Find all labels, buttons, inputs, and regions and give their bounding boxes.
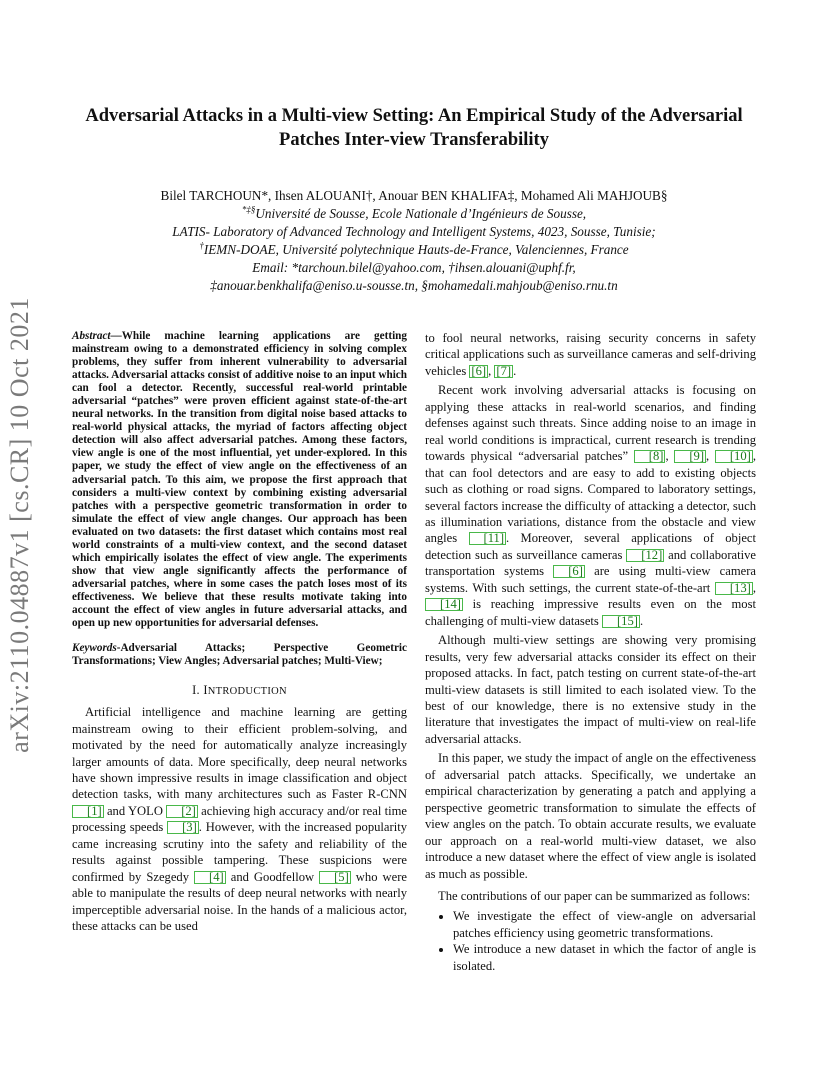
intro-paragraph-2: [425, 382, 756, 629]
intro-paragraph-4: In this paper, we study the impact of angle on the effectiveness of adversarial patch attacks. Specifically, we undertake an empirical characterization by generating a patch and applying a perspective geometric transformation to simulate the effects of view angles on the patch. To obtain accurate results, we evaluate our approach on a real-world multi-view dataset, we also introduce a new dataset where the effect of view angle is isolated as much as possible.: [425, 751, 756, 881]
paragraph-text: Artificial intelligence and machine learning are getting mainstream owing to their efficient problem-solving, and motivated by the need for automatically analyze increasingly larger amounts of data. More specifically, deep neural networks have shown impressive results in image classification and object detection tasks, with many architectures such as Faster R-CNN: [72, 705, 407, 802]
abstract-label: Abstract: [72, 330, 111, 342]
paragraph-text: ,: [488, 363, 495, 378]
paragraph-text: and collaborative transportation systems: [425, 547, 756, 579]
contribution-list: [425, 908, 756, 974]
affiliation-2: [60, 241, 768, 259]
intro-paragraph-continued: [425, 330, 756, 379]
abstract: [72, 330, 407, 630]
paragraph-text: to fool neural networks, raising security concerns in safety critical applications such as surveillance cameras and self-driving vehicles: [425, 331, 756, 378]
keywords-label: Keywords: [72, 642, 117, 655]
citation-link[interactable]: [4]: [194, 871, 226, 884]
section-number: I.: [192, 683, 204, 698]
citation-link[interactable]: [12]: [626, 549, 664, 562]
author-names: [60, 187, 768, 205]
citation-link[interactable]: [8]: [634, 450, 666, 463]
paragraph-text: Recent work involving adversarial attacks is focusing on applying these attacks in real-world scenarios, and finding defenses against such threats. Since adding noise to an image in real world conditions is impractical, current research is trending towards physical “adversarial patches”: [425, 383, 756, 464]
citation-link[interactable]: [15]: [602, 615, 640, 628]
paragraph-text: . However, with the increased popularity came increasing scrutiny into the safety and reliability of the results against possible tampering. These suspicions were confirmed by Szegedy: [72, 820, 408, 884]
citation-link[interactable]: [6]: [553, 565, 585, 578]
left-column: [72, 330, 407, 935]
section-rest: NTRODUCTION: [207, 686, 287, 698]
arxiv-identifier: arXiv:2110.04887v1 [cs.CR] 10 Oct 2021: [5, 297, 34, 753]
email-line-2: ‡anouar.benkhalifa@eniso.u-sousse.tn, §mohamedali.mahjoub@eniso.rnu.tn: [210, 278, 618, 293]
keywords-text: -Adversarial Attacks; Perspective Geometric Transformations; View Angles; Adversarial patches; Multi-View;: [72, 642, 407, 668]
section-heading-introduction: [72, 683, 407, 698]
email-line-1: Email: *tarchoun.bilel@yahoo.com, †ihsen.alouani@uphf.fr,: [252, 260, 576, 275]
paragraph-text: and YOLO: [103, 803, 167, 818]
right-column: [425, 330, 756, 974]
paragraph-text: is reaching impressive results even on the most challenging of multi-view datasets: [425, 597, 756, 628]
paragraph-text: who were able to manipulate the results of deep neural networks with nearly imperceptible adversarial noise. In the hands of a malicious actor, these attacks can be used: [72, 869, 407, 934]
list-item: • We introduce a new dataset in which the factor of angle is isolated.: [453, 941, 756, 974]
paragraph-text: are using multi-view camera systems. With such settings, the current state-of-the-art: [425, 564, 756, 595]
keywords: [72, 642, 407, 668]
paragraph-text: ,: [665, 449, 675, 464]
affiliation-mark: †: [199, 240, 204, 251]
list-item: • We investigate the effect of view-angle on adversarial patches efficiency using geometric transformations.: [453, 908, 756, 941]
citation-link[interactable]: [6]: [471, 363, 487, 378]
paragraph-text: .: [513, 363, 517, 378]
citation-link[interactable]: [13]: [715, 582, 753, 595]
paragraph-text: ,: [752, 580, 756, 595]
citation-link[interactable]: [5]: [319, 871, 351, 884]
affiliation-1: [60, 205, 768, 223]
paragraph-text: achieving high accuracy and/or real time processing speeds: [72, 803, 407, 835]
intro-paragraph-1: [72, 704, 407, 934]
author-names-text: Bilel TARCHOUN*, Ihsen ALOUANI†, Anouar BEN KHALIFA‡, Mohamed Ali MAHJOUB§: [160, 188, 668, 203]
citation-link[interactable]: [14]: [425, 598, 463, 611]
paragraph-text: and Goodfellow: [225, 869, 320, 884]
intro-paragraph-3: Although multi-view settings are showing very promising results, very few adversarial attacks consider its effect on their proposed attacks. In fact, patch testing on current state-of-the-art multi-view datasets is still limited to each isolated view. To the best of our knowledge, there is no extensive study in the literature that investigates the impact of multi-view on real-life adversarial attacks.: [425, 633, 756, 746]
citation-link[interactable]: [11]: [469, 532, 507, 545]
paragraph-text: .: [639, 613, 644, 628]
section-initial: I: [203, 683, 208, 698]
paper-title: Adversarial Attacks in a Multi-view Setting: An Empirical Study of the Adversarial Patches Inter-view Transferability: [85, 106, 743, 150]
affiliation-mark: *‡§: [241, 204, 256, 215]
affiliation-2-text: IEMN-DOAE, Université polytechnique Hauts-de-France, Valenciennes, France: [203, 242, 629, 257]
citation-link[interactable]: [3]: [167, 821, 199, 834]
paragraph-text: ,: [706, 449, 715, 464]
citation-link[interactable]: [1]: [72, 805, 104, 818]
citation-link[interactable]: [2]: [166, 805, 198, 818]
intro-paragraph-5: The contributions of our paper can be summarized as follows:: [438, 888, 751, 903]
paragraph-text: . Moreover, several applications of object detection such as surveillance cameras: [425, 531, 757, 562]
citation-link[interactable]: [9]: [674, 450, 706, 463]
citation-link[interactable]: [7]: [496, 363, 512, 378]
author-block: [60, 187, 768, 295]
affiliation-1-text: Université de Sousse, Ecole Nationale d’Ingénieurs de Sousse,: [255, 206, 587, 221]
citation-link[interactable]: [10]: [715, 450, 753, 463]
abstract-text: —While machine learning applications are getting mainstream owing to a demonstrated efficiency in solving complex problems, they suffer from inherent vulnerability to adversarial attacks. Adversarial attacks consist of additive noise to an input which can fool a detector. Recently, successful real-world printable adversarial “patches” were proven efficient against state-of-the-art neural networks. In the transition from digital noise based attacks to real-world physical attacks, the myriad of factors affecting object detection will also affect adversarial patches. Among these factors, view angle is one of the most influential, yet under-explored. In this paper, we study the effect of view angle on the effectiveness of an adversarial patch. To this aim, we propose the first approach that considers a multi-view context by combining existing adversarial patches with a perspective geometric transformation in order to simulate the effect of view angle changes. Our approach has been evaluated on two datasets: the first dataset which contains most real world constraints of a multi-view context, and the second dataset which empirically isolates the effect of view angle. The experiments show that view angle significantly affects the performance of adversarial patches, where in some cases the patch loses most of its effectiveness. We believe that these results motivate taking into account the effect of view angles in future adversarial attacks, and open up new opportunities for adversarial defenses.: [72, 330, 407, 630]
paragraph-text: , that can fool detectors and are easy to add to existing objects such as clothing or road signs. Compared to laboratory settings, several factors increase the difficulty of attacking a detector, such as illumination variations, distance from the obstacle and view angles: [425, 449, 756, 546]
affiliation-1b: LATIS- Laboratory of Advanced Technology and Intelligent Systems, 4023, Sousse, Tunisie;: [172, 224, 656, 239]
